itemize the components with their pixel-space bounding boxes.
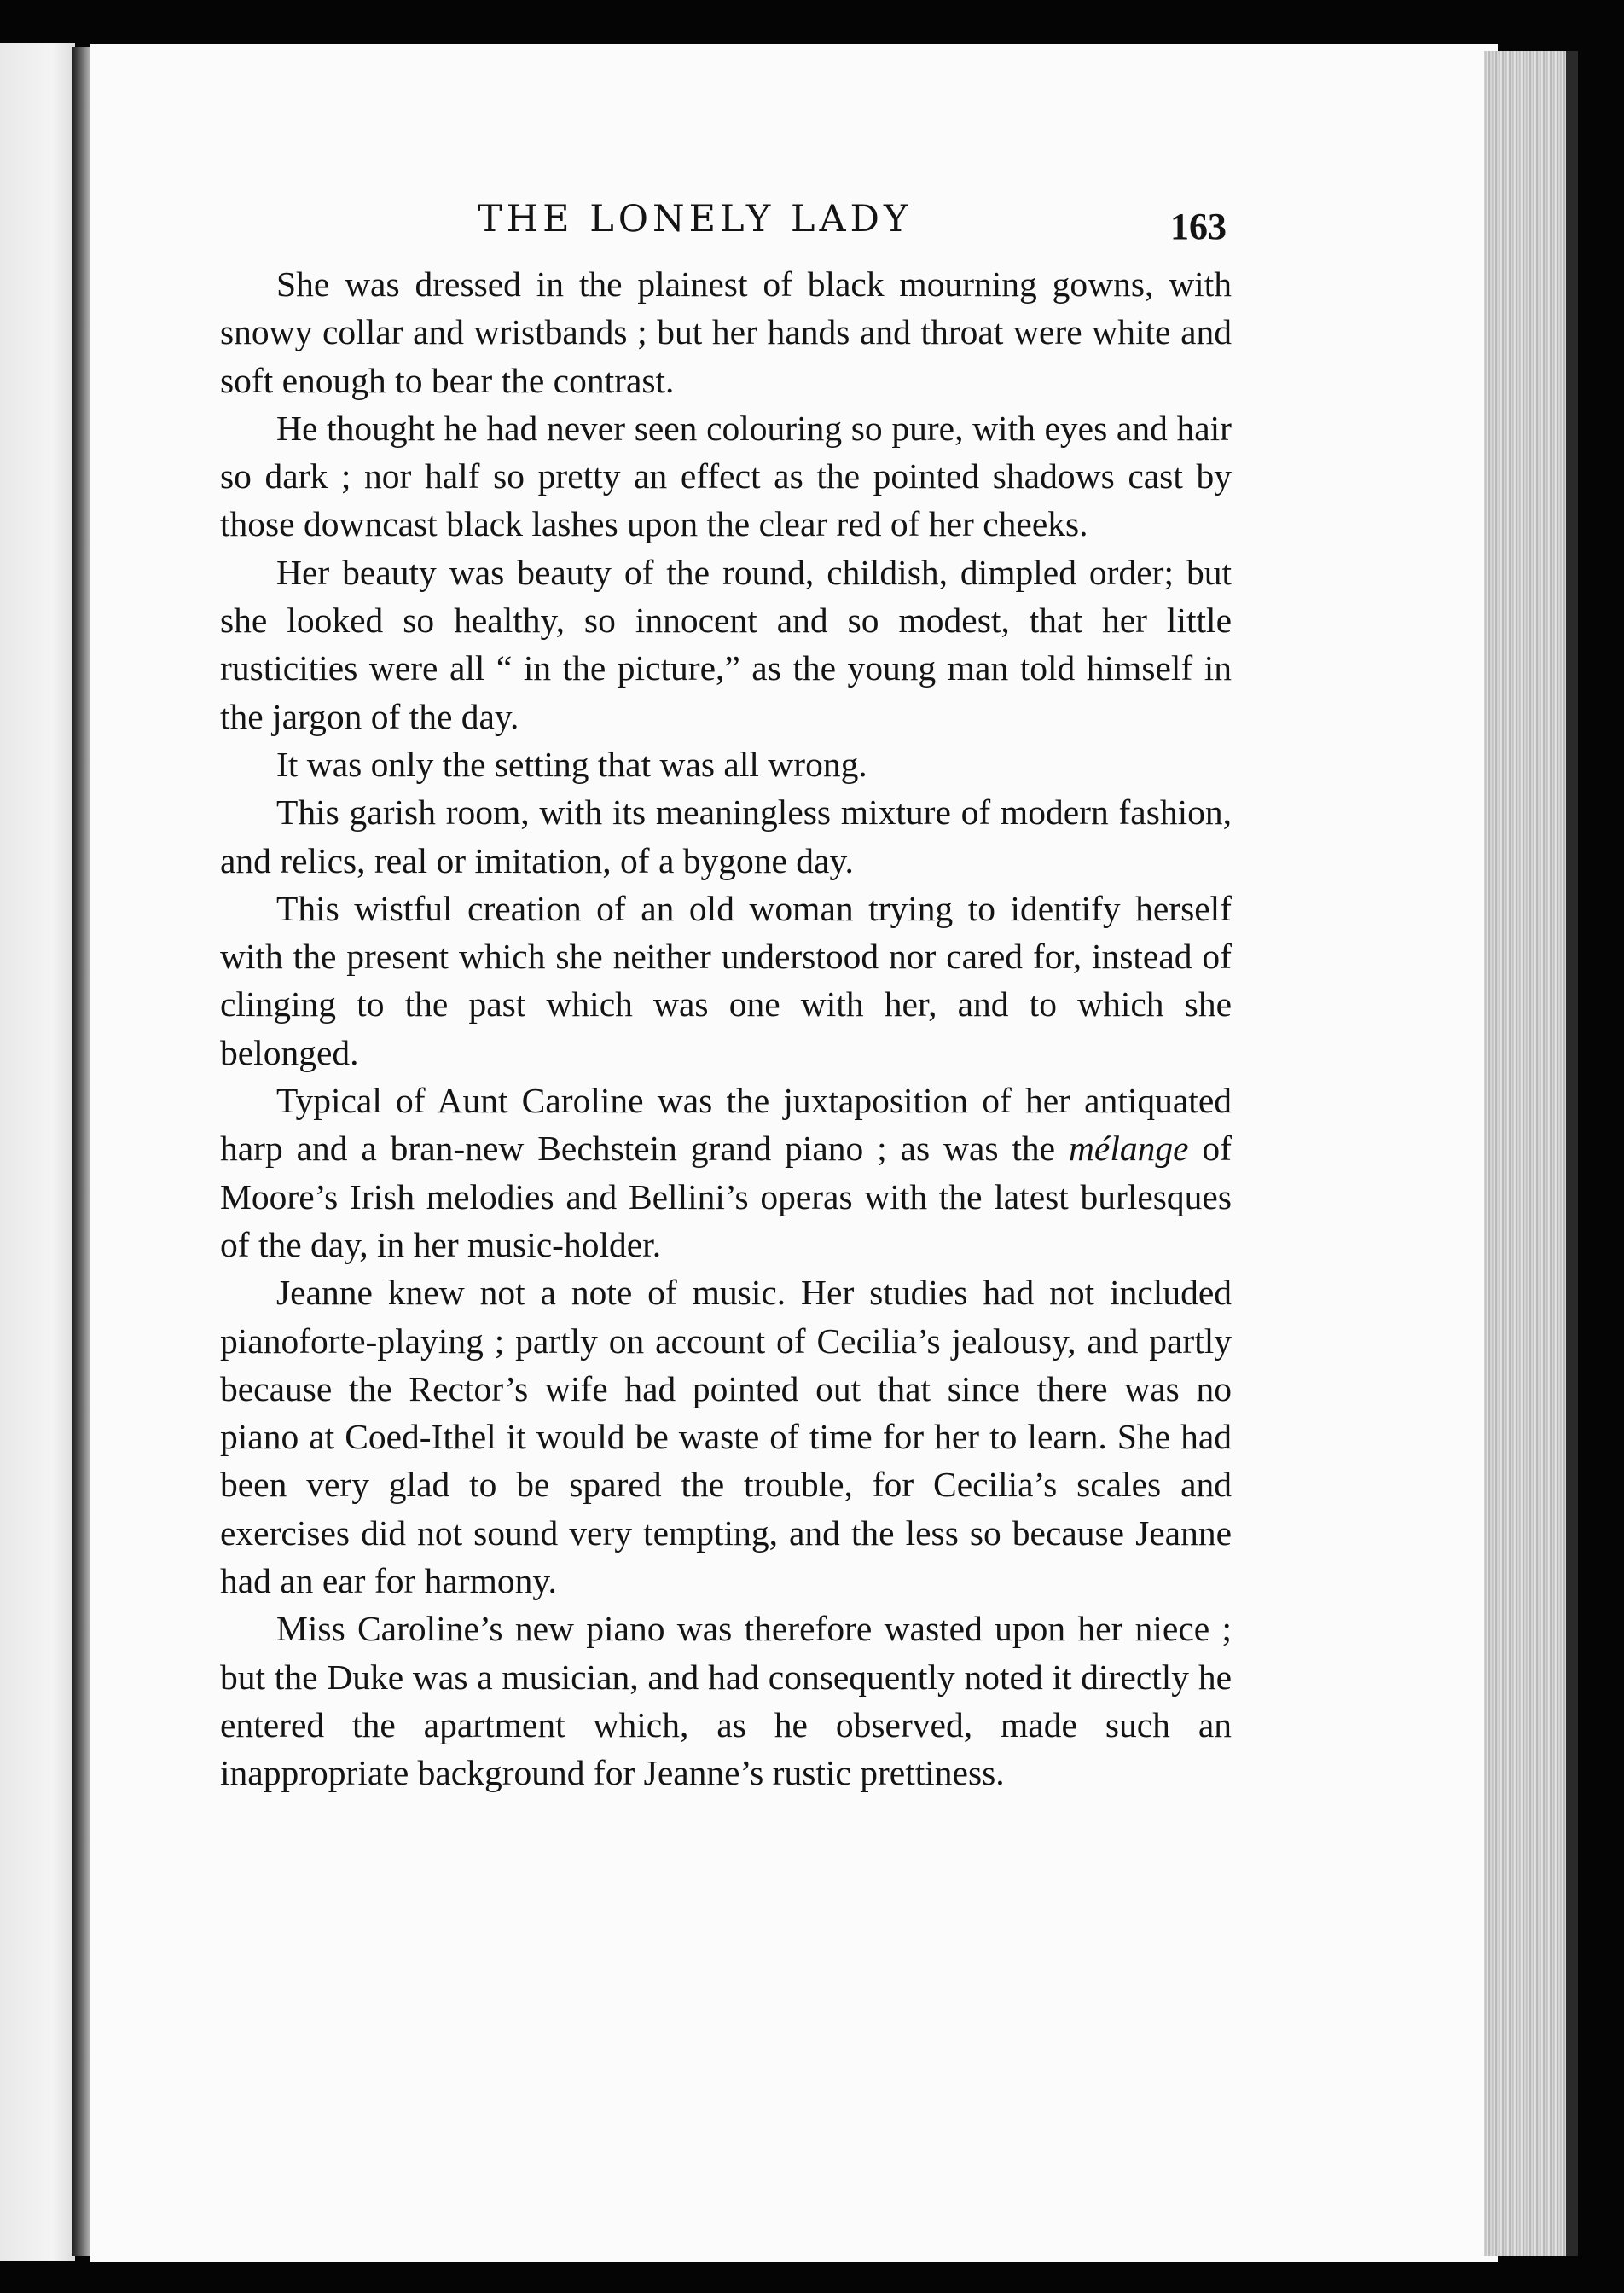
paragraph-segment: of Moore’s Irish melodies and Bellini’s operas with the latest burlesques of the day, in her music-holder. [220,1129,1232,1264]
paragraph: Miss Caroline’s new piano was therefore wasted upon her niece ; but the Duke was a musician, and had consequently noted it directly he entered the apartment which, as he observed, made such an inappropriate background for Jeanne’s rustic prettiness. [220,1609,1232,1793]
body-text [220,260,1232,1797]
paragraph: She was dressed in the plainest of black mourning gowns, with snowy collar and wristbands ; but her hands and throat were white and soft enough to bear the contrast. [220,264,1232,400]
italic-term: mélange [1068,1129,1189,1169]
paragraph: This garish room, with its meaningless mixture of modern fashion, and relics, real or imitation, of a bygone day. [220,792,1232,880]
previous-page-edge [0,43,75,2261]
paragraph: He thought he had never seen colouring so pure, with eyes and hair so dark ; nor half so pretty an effect as the pointed shadows cast by those downcast black lashes upon the clear red of her cheeks. [220,408,1232,544]
paragraph [220,1077,1232,1268]
running-title: THE LONELY LADY [478,198,913,241]
page-number: 163 [1170,206,1227,247]
paragraph: Jeanne knew not a note of music. Her studies had not included pianoforte-playing ; partly on account of Cecilia’s jealousy, and partly because the Rector’s wife had pointed out that since there was no piano at Coed-Ithel it would be waste of time for her to learn. She had been very glad to be spared the trouble, for Cecilia’s scales and exercises did not sound very tempting, and the less so because Jeanne had an ear for harmony. [220,1273,1232,1601]
paragraph-segment: Typical of Aunt Caroline was the juxtaposition of her antiquated harp and a bran-new Bechstein grand piano ; as was the [220,1081,1232,1169]
paragraph: This wistful creation of an old woman trying to identify herself with the present which she neither understood nor cared for, instead of clinging to the past which was one with her, and to which she belonged. [220,888,1232,1072]
page-stack-edges [1484,51,1578,2256]
book-gutter [72,47,92,2256]
paragraph: Her beauty was beauty of the round, childish, dimpled order; but she looked so healthy, so innocent and so modest, that her little rusticities were all “ in the picture,” as the young man told himself in the jargon of the day. [220,552,1232,736]
paragraph: It was only the setting that was all wrong. [276,744,867,784]
